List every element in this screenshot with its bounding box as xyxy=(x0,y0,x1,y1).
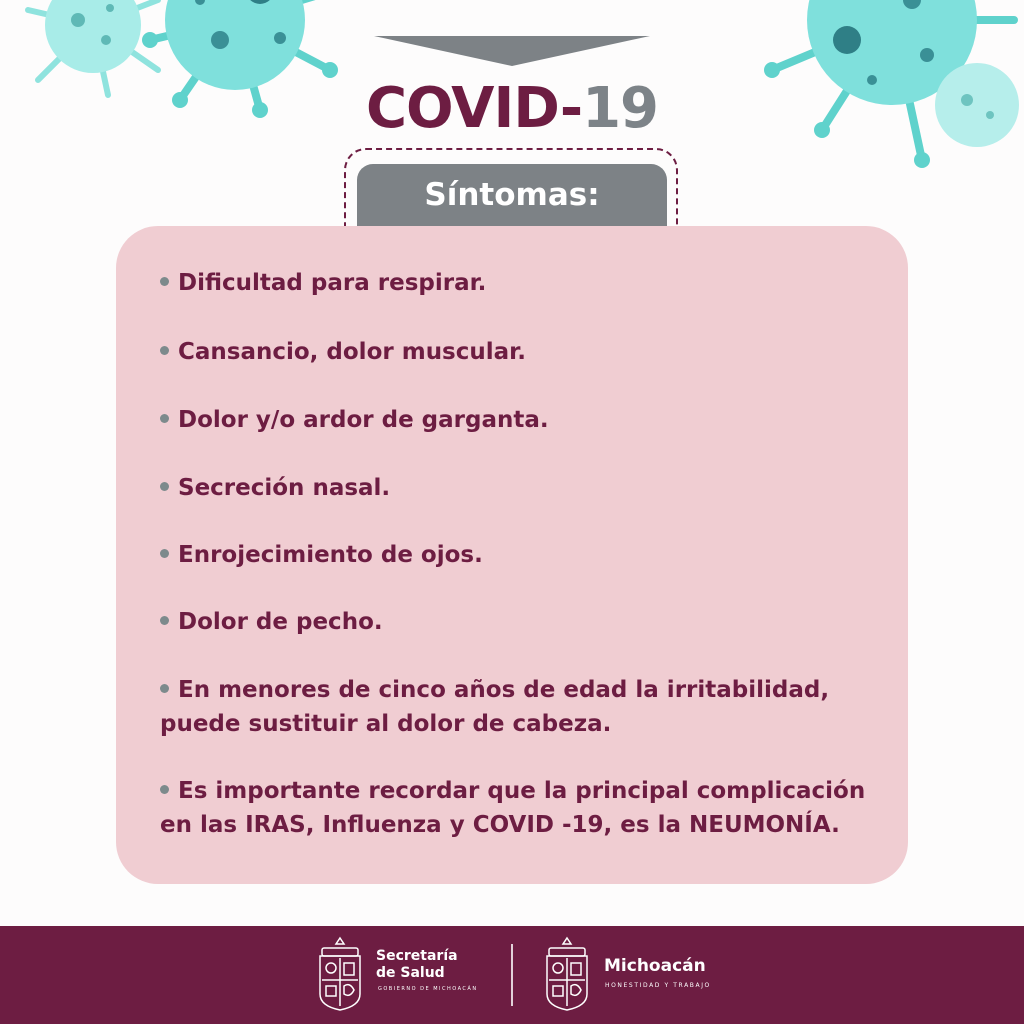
bullet-icon xyxy=(160,616,169,625)
coat-of-arms-icon xyxy=(316,936,364,1012)
secretaria-logo-title: Secretaría de Salud xyxy=(376,948,458,981)
bullet-icon xyxy=(160,346,169,355)
footer-divider xyxy=(511,944,513,1006)
title-number: 19 xyxy=(582,76,659,141)
list-item: Es importante recordar que la principal complicación en las IRAS, Influenza y COVID -19, es la NEUMONÍA. xyxy=(160,778,866,838)
michoacan-logo-title: Michoacán xyxy=(604,956,706,976)
bullet-icon xyxy=(160,684,169,693)
list-item: Secreción nasal. xyxy=(160,471,880,505)
page-title xyxy=(0,76,1024,142)
list-item: Dolor y/o ardor de garganta. xyxy=(160,403,880,437)
bullet-icon xyxy=(160,414,169,423)
michoacan-logo-subtitle: HONESTIDAD Y TRABAJO xyxy=(605,982,711,989)
bullet-icon xyxy=(160,277,169,286)
list-item: Dolor de pecho. xyxy=(160,605,880,639)
list-item: En menores de cinco años de edad la irritabilidad, puede sustituir al dolor de cabeza. xyxy=(160,677,830,737)
coat-of-arms-icon xyxy=(543,936,591,1012)
bullet-icon xyxy=(160,482,169,491)
footer-bar xyxy=(0,926,1024,1024)
secretaria-logo-subtitle: GOBIERNO DE MICHOACÁN xyxy=(378,986,478,992)
list-item: Cansancio, dolor muscular. xyxy=(160,335,880,369)
bullet-icon xyxy=(160,549,169,558)
title-main: COVID- xyxy=(365,76,583,141)
list-item: Dificultad para respirar. xyxy=(160,266,880,300)
arrow-down-icon xyxy=(374,36,650,66)
symptoms-tab: Síntomas: xyxy=(357,164,667,230)
list-item: Enrojecimiento de ojos. xyxy=(160,538,880,572)
bullet-icon xyxy=(160,785,169,794)
